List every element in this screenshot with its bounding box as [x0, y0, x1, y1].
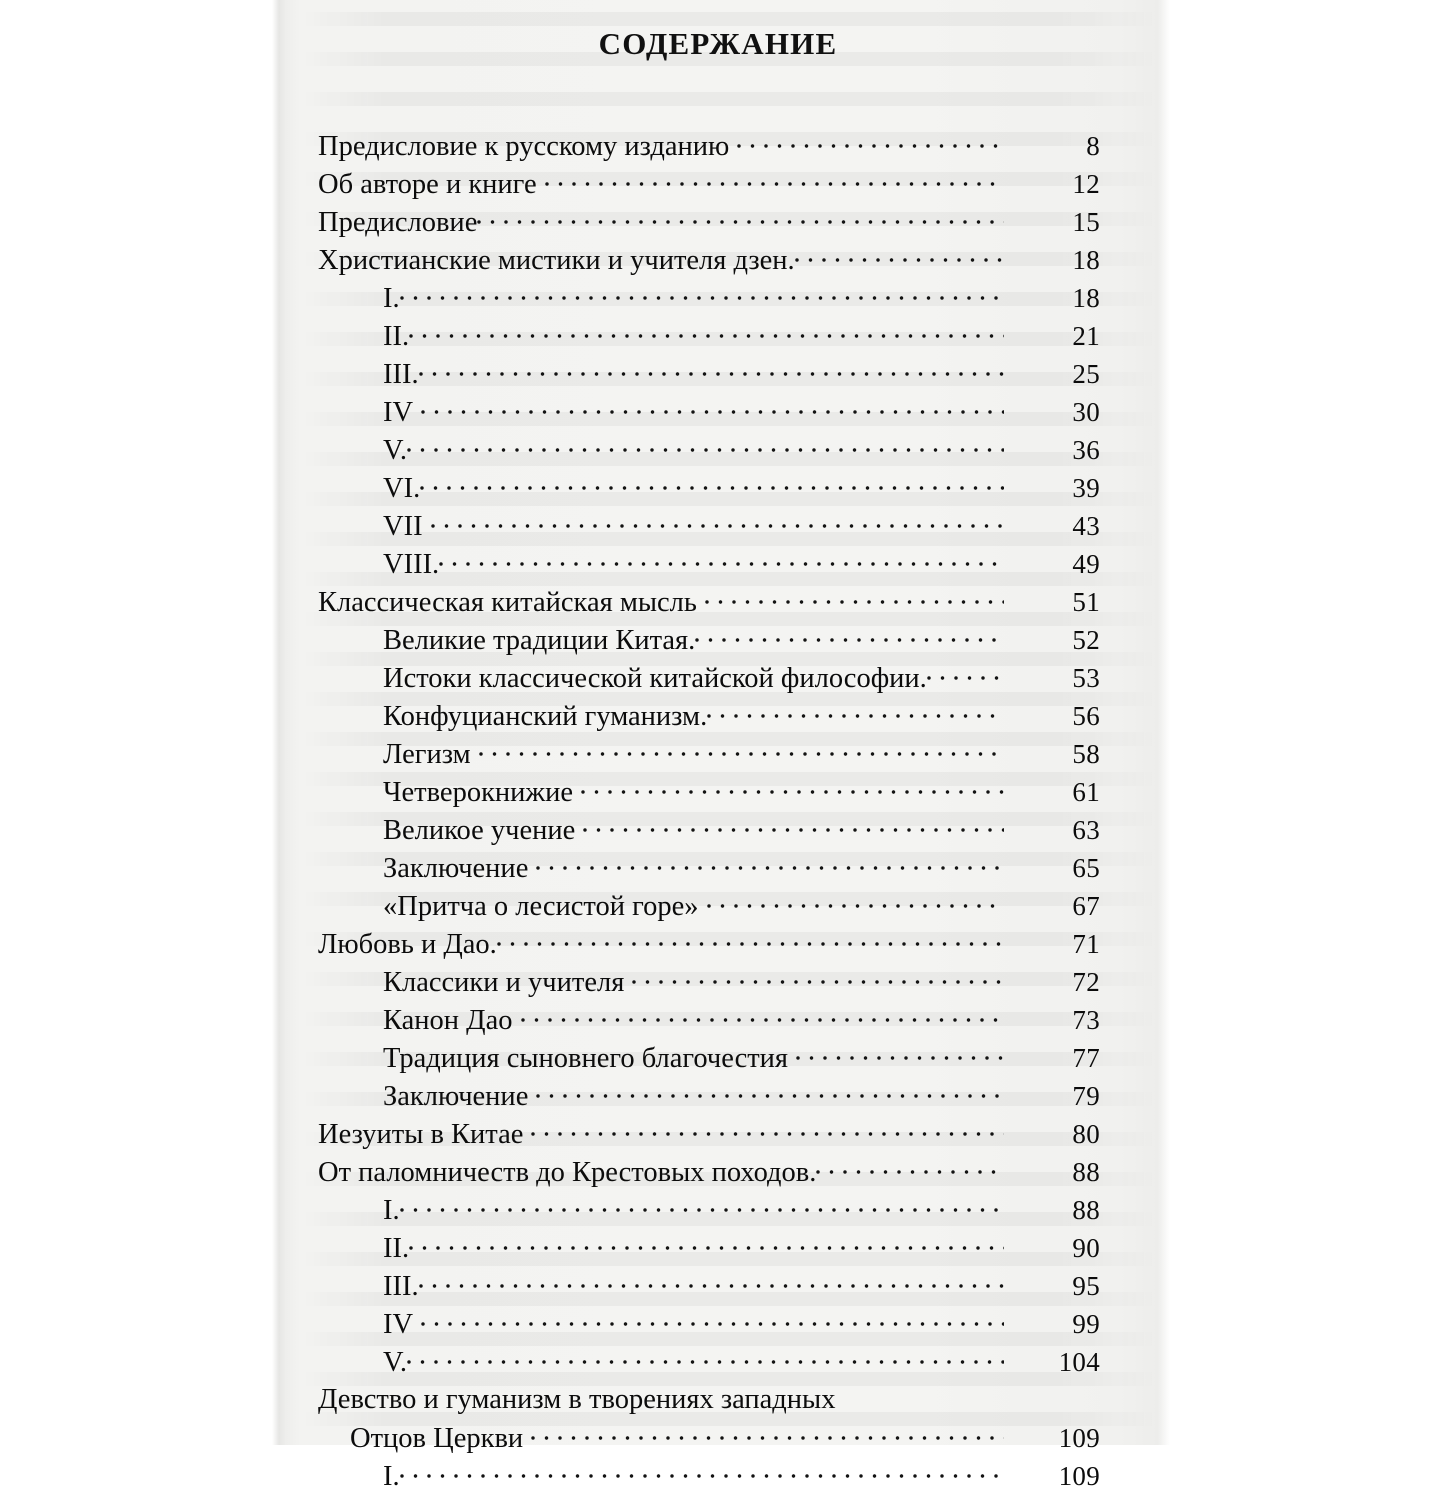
toc-leader-dots: [439, 545, 1004, 573]
toc-entry-title: Иезуиты в Китае: [318, 1119, 524, 1150]
toc-entry[interactable]: [0, 431, 1445, 469]
toc-entry[interactable]: [0, 355, 1445, 393]
toc-entry-page-number: 88: [1072, 1195, 1100, 1225]
toc-entry-title: IV: [383, 1309, 414, 1340]
toc-entry-page-number: 79: [1072, 1081, 1100, 1111]
toc-entry-page-number: 65: [1072, 853, 1100, 883]
toc-leader-dots: [737, 127, 1004, 155]
toc-entry-title: Заключение: [383, 853, 529, 884]
toc-leader-dots: [795, 241, 1004, 269]
toc-entry[interactable]: [0, 279, 1445, 317]
page-title: СОДЕРЖАНИЕ: [598, 26, 838, 61]
toc-leader-dots: [409, 1229, 1004, 1257]
toc-leader-dots: [419, 1267, 1004, 1295]
toc-entry-page-number: 39: [1072, 473, 1100, 503]
toc-leader-dots: [531, 1115, 1004, 1143]
toc-leader-dots: [419, 355, 1004, 383]
toc-entry-title: Классики и учителя: [383, 967, 625, 998]
toc-entry-title: III.: [383, 1271, 419, 1302]
toc-leader-dots: [927, 659, 1004, 687]
toc-leader-dots: [409, 317, 1004, 345]
toc-leader-dots: [497, 925, 1004, 953]
toc-entry-title: Христианские мистики и учителя дзен.: [318, 245, 795, 276]
toc-entry[interactable]: [0, 1077, 1445, 1115]
toc-entry-page-number: 90: [1072, 1233, 1100, 1263]
toc-entry-page-number: 51: [1072, 587, 1100, 617]
toc-entry-title: V.: [383, 435, 408, 466]
toc-entry[interactable]: [0, 811, 1445, 849]
toc-entry[interactable]: [0, 127, 1445, 165]
toc-entry-page-number: 104: [1058, 1347, 1100, 1377]
toc-entry-title: Классическая китайская мысль: [318, 587, 697, 618]
toc-entry[interactable]: [0, 1115, 1445, 1153]
toc-entry-title: IV: [383, 397, 414, 428]
toc-entry-page-number: 25: [1072, 359, 1100, 389]
toc-leader-dots: [536, 849, 1004, 877]
toc-leader-dots: [705, 583, 1004, 611]
toc-entry-title: Четверокнижие: [383, 777, 574, 808]
toc-entry-title: II.: [383, 321, 410, 352]
toc-leader-dots: [421, 1305, 1004, 1333]
toc-entry[interactable]: [0, 241, 1445, 279]
toc-entry-title: Предисловие к русскому изданию: [318, 131, 730, 162]
toc-leader-dots: [707, 697, 1004, 725]
toc-entry-title: VII: [383, 511, 423, 542]
toc-entry-page-number: 109: [1058, 1461, 1100, 1491]
toc-entry-page-number: 56: [1072, 701, 1100, 731]
toc-entry[interactable]: [0, 1039, 1445, 1077]
toc-entry-page-number: 21: [1072, 321, 1100, 351]
toc-leader-dots: [407, 1343, 1004, 1371]
toc-leader-dots: [477, 203, 1004, 231]
toc-entry-page-number: 52: [1072, 625, 1100, 655]
toc-entry-page-number: 77: [1072, 1043, 1100, 1073]
toc-leader-dots: [695, 621, 1004, 649]
toc-entry[interactable]: [0, 203, 1445, 241]
toc-entry-title: Девство и гуманизм в творениях западных: [318, 1384, 836, 1415]
toc-entry[interactable]: [0, 1191, 1445, 1229]
toc-leader-dots: [479, 735, 1004, 763]
toc-entry-title: I.: [383, 1195, 400, 1226]
toc-entry[interactable]: [0, 925, 1445, 963]
toc-entry-title: Заключение: [383, 1081, 529, 1112]
toc-entry-page-number: 58: [1072, 739, 1100, 769]
toc-leader-dots: [816, 1153, 1004, 1181]
toc-leader-dots: [707, 887, 1005, 915]
toc-entry-page-number: 80: [1072, 1119, 1100, 1149]
toc-entry-title: Канон Дао: [383, 1005, 513, 1036]
toc-entry-page-number: 43: [1072, 511, 1100, 541]
toc-entry-page-number: 95: [1072, 1271, 1100, 1301]
toc-entry-title: Традиция сыновнего благочестия: [383, 1043, 789, 1074]
toc-leader-dots: [400, 1191, 1004, 1219]
toc-entry[interactable]: [0, 1001, 1445, 1039]
toc-entry[interactable]: [0, 887, 1445, 925]
toc-leader-dots: [531, 1419, 1004, 1447]
toc-entry-page-number: 72: [1072, 967, 1100, 997]
toc-entry[interactable]: [0, 1381, 1445, 1419]
toc-leader-dots: [400, 1457, 1004, 1485]
toc-entry-title: Великие традиции Китая.: [383, 625, 696, 656]
toc-entry-page-number: 8: [1086, 131, 1100, 161]
toc-entry[interactable]: [0, 963, 1445, 1001]
toc-entry-title: Об авторе и книге: [318, 169, 537, 200]
toc-entry-title: Конфуцианский гуманизм.: [383, 701, 708, 732]
toc-leader-dots: [407, 431, 1004, 459]
toc-leader-dots: [583, 811, 1004, 839]
toc-entry-page-number: 18: [1072, 245, 1100, 275]
toc-entry[interactable]: [0, 773, 1445, 811]
toc-leader-dots: [421, 393, 1004, 421]
toc-entry[interactable]: [0, 621, 1445, 659]
toc-entry-title: I.: [383, 283, 400, 314]
toc-entry-page-number: 53: [1072, 663, 1100, 693]
toc-entry[interactable]: [0, 165, 1445, 203]
toc-entry[interactable]: [0, 1267, 1445, 1305]
toc-entry-title: II.: [383, 1233, 410, 1264]
toc-leader-dots: [796, 1039, 1004, 1067]
toc-leader-dots: [400, 279, 1004, 307]
toc-entry[interactable]: [0, 317, 1445, 355]
toc-entry[interactable]: [0, 583, 1445, 621]
toc-entry[interactable]: [0, 697, 1445, 735]
toc-entry-title: «Притча о лесистой горе»: [383, 891, 699, 922]
toc-leader-dots: [536, 1077, 1004, 1105]
toc-leader-dots: [431, 507, 1004, 535]
toc-entry-page-number: 109: [1058, 1423, 1100, 1453]
table-of-contents-list: [0, 127, 1445, 1495]
toc-entry[interactable]: [0, 849, 1445, 887]
toc-entry[interactable]: [0, 1229, 1445, 1267]
toc-entry[interactable]: [0, 735, 1445, 773]
toc-leader-dots: [632, 963, 1004, 991]
toc-entry-page-number: 30: [1072, 397, 1100, 427]
toc-entry[interactable]: [0, 659, 1445, 697]
toc-entry-title: Истоки классической китайской философии.: [383, 663, 927, 694]
toc-entry-title: III.: [383, 359, 419, 390]
toc-entry[interactable]: [0, 469, 1445, 507]
toc-entry[interactable]: [0, 1305, 1445, 1343]
toc-leader-dots: [521, 1001, 1004, 1029]
toc-entry-page-number: 99: [1072, 1309, 1100, 1339]
toc-entry[interactable]: [0, 393, 1445, 431]
toc-entry-page-number: 73: [1072, 1005, 1100, 1035]
toc-leader-dots: [581, 773, 1004, 801]
toc-entry-title: V.: [383, 1347, 408, 1378]
toc-entry-page-number: 88: [1072, 1157, 1100, 1187]
toc-entry-title: Предисловие: [318, 207, 478, 238]
toc-entry-title: Великое учение: [383, 815, 576, 846]
toc-entry-page-number: 15: [1072, 207, 1100, 237]
toc-entry[interactable]: [0, 1419, 1445, 1457]
toc-entry-title: VI.: [383, 473, 421, 504]
toc-entry-title: От паломничеств до Крестовых походов.: [318, 1157, 817, 1188]
toc-entry-page-number: 12: [1072, 169, 1100, 199]
toc-entry-title: Легизм: [383, 739, 471, 770]
toc-leader-dots: [420, 469, 1004, 497]
toc-entry[interactable]: [0, 1457, 1445, 1495]
toc-entry-title: Любовь и Дао.: [318, 929, 497, 960]
toc-entry-title: Отцов Церкви: [350, 1423, 524, 1454]
toc-entry-page-number: 71: [1072, 929, 1100, 959]
toc-entry[interactable]: [0, 545, 1445, 583]
toc-entry-title: I.: [383, 1461, 400, 1492]
toc-entry[interactable]: [0, 507, 1445, 545]
toc-entry-title: VIII.: [383, 549, 440, 580]
toc-entry-page-number: 49: [1072, 549, 1100, 579]
toc-entry-page-number: 61: [1072, 777, 1100, 807]
toc-entry[interactable]: [0, 1343, 1445, 1381]
toc-entry-page-number: 63: [1072, 815, 1100, 845]
toc-entry-page-number: 67: [1072, 891, 1100, 921]
toc-entry-page-number: 36: [1072, 435, 1100, 465]
toc-entry[interactable]: [0, 1153, 1445, 1191]
toc-entry-page-number: 18: [1072, 283, 1100, 313]
toc-leader-dots: [545, 165, 1004, 193]
